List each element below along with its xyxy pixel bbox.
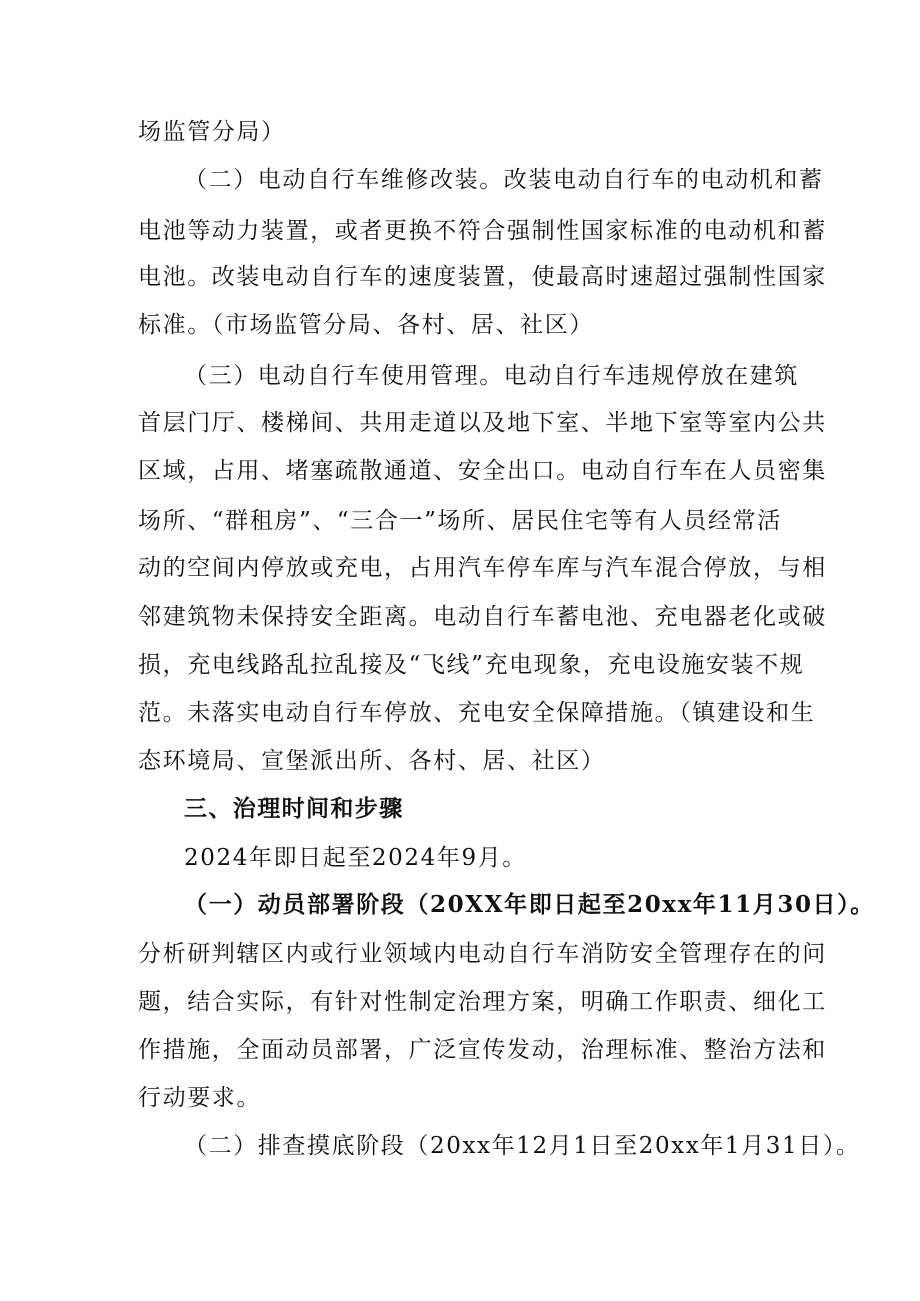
text-line: （二）电动自行车维修改装。改装电动自行车的电动机和蓄 — [184, 167, 824, 193]
text-line: 邻建筑物未保持安全距离。电动自行车蓄电池、充电器老化或破 — [138, 604, 827, 630]
text-line: 作措施，全面动员部署，广泛宣传发动，治理标准、整治方法和 — [138, 1037, 827, 1063]
text-line: 分析研判辖区内或行业领域内电动自行车消防安全管理存在的问 — [138, 941, 827, 967]
section-heading: 三、治理时间和步骤 — [184, 795, 404, 822]
text-line: 场监管分局） — [138, 119, 286, 145]
text-line: 标准。（市场监管分局、各村、居、社区） — [138, 312, 594, 338]
text-line: 损，充电线路乱拉乱接及“飞线”充电现象，充电设施安装不规 — [138, 652, 805, 678]
text-line: 电池。改装电动自行车的速度装置，使最高时速超过强制性国家 — [138, 264, 827, 290]
text-line: （三）电动自行车使用管理。电动自行车违规停放在建筑 — [184, 363, 799, 389]
text-line: 动的空间内停放或充电，占用汽车停车库与汽车混合停放，与相 — [138, 555, 827, 581]
text-line: 题，结合实际，有针对性制定治理方案，明确工作职责、细化工 — [138, 989, 827, 1015]
subsection-heading: （一）动员部署阶段（20XX年即日起至20xx年11月30日）。 — [184, 891, 875, 918]
text-line: 区域，占用、堵塞疏散通道、安全出口。电动自行车在人员密集 — [138, 458, 827, 484]
text-line: 首层门厅、楼梯间、共用走道以及地下室、半地下室等室内公共 — [138, 410, 827, 436]
text-line: 2024年即日起至2024年9月。 — [184, 845, 527, 871]
text-line: 电池等动力装置，或者更换不符合强制性国家标准的电动机和蓄 — [138, 218, 827, 244]
text-line: 场所、“群租房”、“三合一”场所、居民住宅等有人员经常活 — [138, 508, 782, 534]
text-line: 态环境局、宣堡派出所、各村、居、社区） — [138, 748, 606, 774]
text-line: （二）排查摸底阶段（20xx年12月1日至20xx年1月31日）。 — [184, 1133, 861, 1159]
text-line: 行动要求。 — [138, 1085, 261, 1111]
text-line: 范。未落实电动自行车停放、充电安全保障措施。（镇建设和生 — [138, 700, 816, 726]
